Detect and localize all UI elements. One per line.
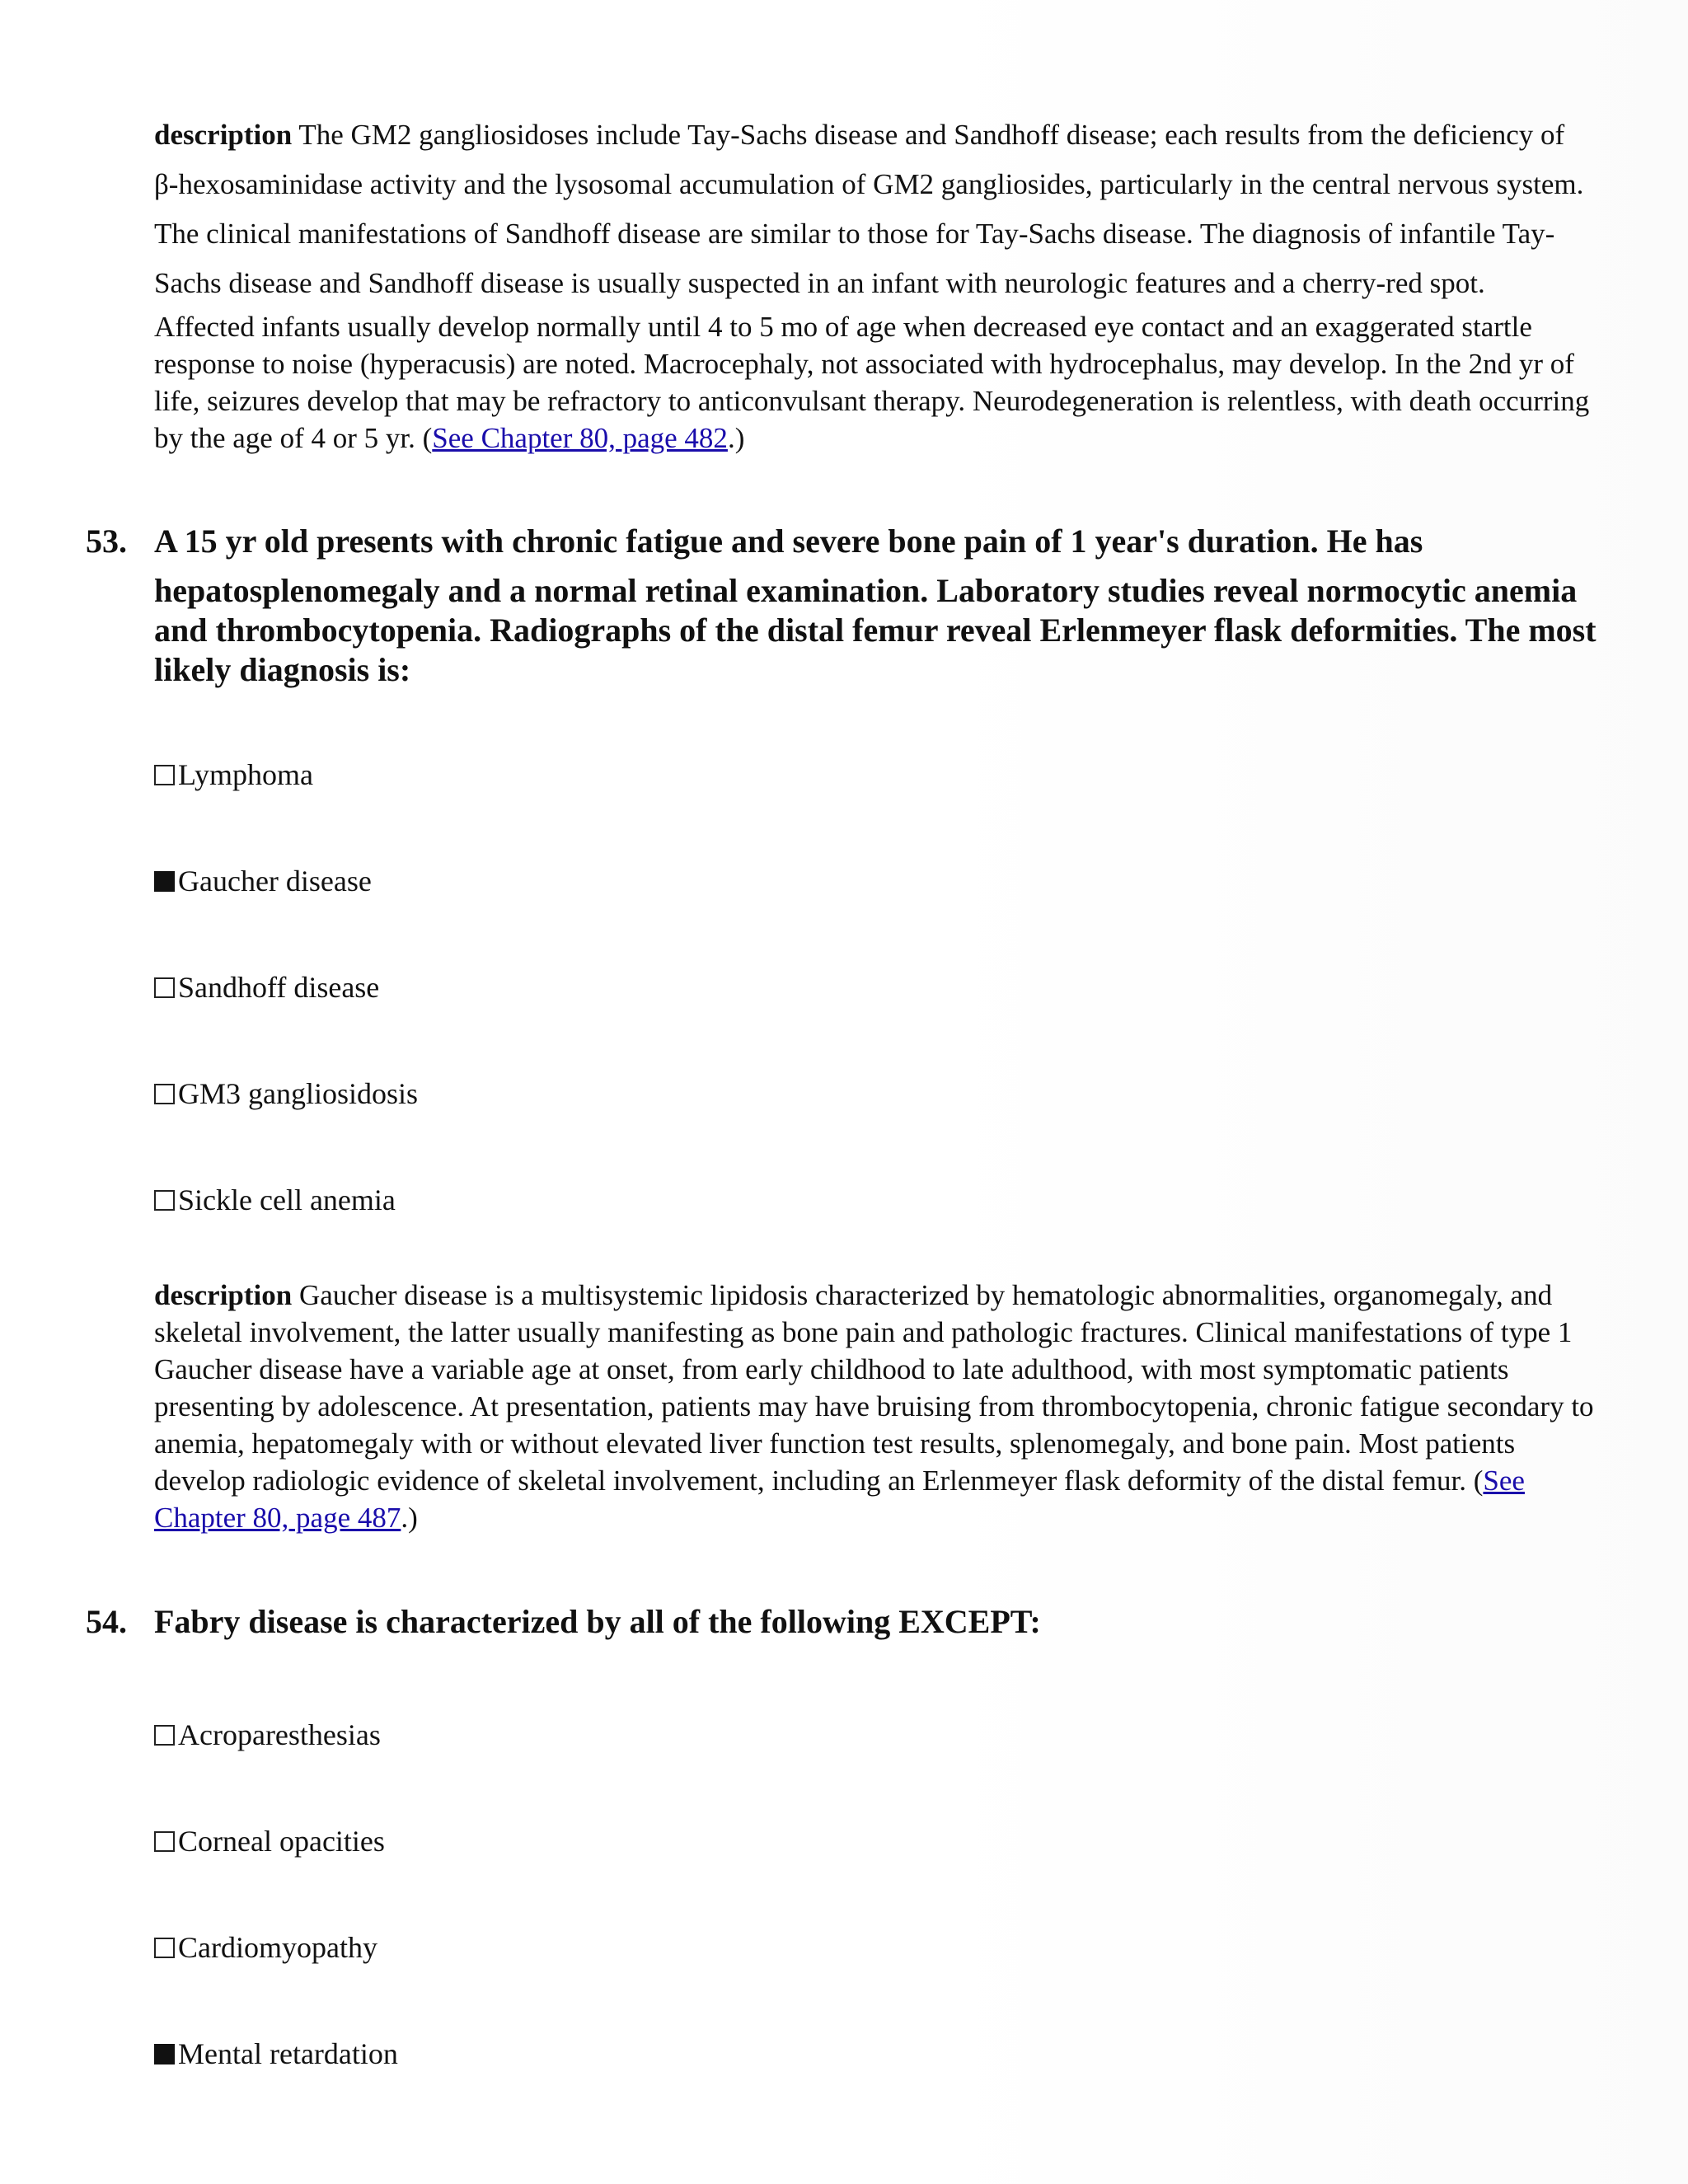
question-stem: Fabry disease is characterized by all of the following EXCEPT: bbox=[154, 1603, 1041, 1640]
checkbox-checked-icon[interactable] bbox=[154, 2044, 175, 2064]
q53-description: description Gaucher disease is a multisystemic lipidosis characterized by hematologic abnormalities, organomegaly, and skeletal involvement, the latter usually manifesting as bone pain and pathologic fractures. Clinical manifestations of type 1 Gaucher disease have a variable age at onset, from early childhood to late adulthood, with most symptomatic patients presenting by adolescence. At presentation, patients may have bruising from thrombocytopenia, chronic fatigue secondary to anemia, hepatomegaly with or without elevated liver function test results, splenomegaly, and bone pain. Most patients develop radiologic evidence of skeletal involvement, including an Erlenmeyer flask deformity of the distal femur. (See Chapter 80, page 487.) bbox=[154, 1279, 1594, 1534]
checkbox-unchecked-icon[interactable] bbox=[154, 1725, 175, 1746]
answer-option[interactable] bbox=[154, 969, 379, 1005]
checkbox-unchecked-icon[interactable] bbox=[154, 1938, 175, 1958]
checkbox-unchecked-icon[interactable] bbox=[154, 1190, 175, 1211]
description-label: description bbox=[154, 119, 293, 151]
question-stem: A 15 yr old presents with chronic fatigue and severe bone pain of 1 year's duration. He has hepatosplenomegaly and a normal retinal examination. Laboratory studies reveal normocytic anemia and thrombocytopenia. Radiographs of the distal femur reveal Erlenmeyer flask deformities. The most likely diagnosis is: bbox=[154, 523, 1597, 688]
answer-option[interactable] bbox=[154, 1182, 396, 1218]
checkbox-unchecked-icon[interactable] bbox=[154, 1831, 175, 1852]
answer-option[interactable] bbox=[154, 863, 372, 899]
question-53 bbox=[86, 522, 1619, 690]
question-54 bbox=[86, 1602, 1619, 1642]
q52-description bbox=[154, 110, 1613, 457]
q52-description-rest: Affected infants usually develop normally until 4 to 5 mo of age when decreased eye contact and an exaggerated startle response to noise (hyperacusis) are noted. Macrocephaly, not associated with hydrocephalus, may develop. In the 2nd yr of life, seizures develop that may be refractory to anticonvulsant therapy. Neurodegeneration is relentless, with death occurring by the age of 4 or 5 yr. (See Chapter 80, page 482.) bbox=[154, 311, 1590, 454]
option-label: Gaucher disease bbox=[178, 865, 372, 898]
answer-option[interactable] bbox=[154, 2036, 398, 2072]
checkbox-unchecked-icon[interactable] bbox=[154, 765, 175, 785]
q52-description-line-1: description The GM2 gangliosidoses include Tay-Sachs disease and Sandhoff disease; each results from the deficiency of bbox=[154, 119, 1565, 151]
answer-option[interactable] bbox=[154, 1929, 377, 1966]
answer-option[interactable] bbox=[154, 1717, 381, 1753]
chapter-reference-link[interactable]: See Chapter 80, page 482 bbox=[432, 422, 728, 454]
option-label: Corneal opacities bbox=[178, 1825, 385, 1858]
question-number: 54. bbox=[86, 1603, 127, 1640]
option-label: Acroparesthesias bbox=[178, 1718, 381, 1751]
description-label: description bbox=[154, 1279, 293, 1311]
q52-description-line-4: Sachs disease and Sandhoff disease is usually suspected in an infant with neurologic features and a cherry-red spot. bbox=[154, 267, 1485, 299]
answer-option[interactable] bbox=[154, 1823, 385, 1859]
option-label: Mental retardation bbox=[178, 2037, 398, 2070]
checkbox-unchecked-icon[interactable] bbox=[154, 977, 175, 998]
answer-option[interactable] bbox=[154, 1076, 418, 1112]
option-label: Sickle cell anemia bbox=[178, 1183, 396, 1216]
checkbox-checked-icon[interactable] bbox=[154, 871, 175, 892]
option-label: Lymphoma bbox=[178, 758, 313, 791]
q52-description-line-3: The clinical manifestations of Sandhoff disease are similar to those for Tay-Sachs disease. The diagnosis of infantile Tay- bbox=[154, 218, 1555, 250]
q52-description-line-2: β-hexosaminidase activity and the lysosomal accumulation of GM2 gangliosides, particularly in the central nervous system. bbox=[154, 168, 1584, 200]
option-label: Sandhoff disease bbox=[178, 971, 380, 1004]
checkbox-unchecked-icon[interactable] bbox=[154, 1084, 175, 1104]
option-label: GM3 gangliosidosis bbox=[178, 1077, 419, 1110]
question-number: 53. bbox=[86, 523, 127, 560]
chapter-reference-link[interactable]: See Chapter 80, page 487 bbox=[154, 1465, 1525, 1534]
answer-option[interactable] bbox=[154, 757, 313, 793]
option-label: Cardiomyopathy bbox=[178, 1931, 377, 1964]
